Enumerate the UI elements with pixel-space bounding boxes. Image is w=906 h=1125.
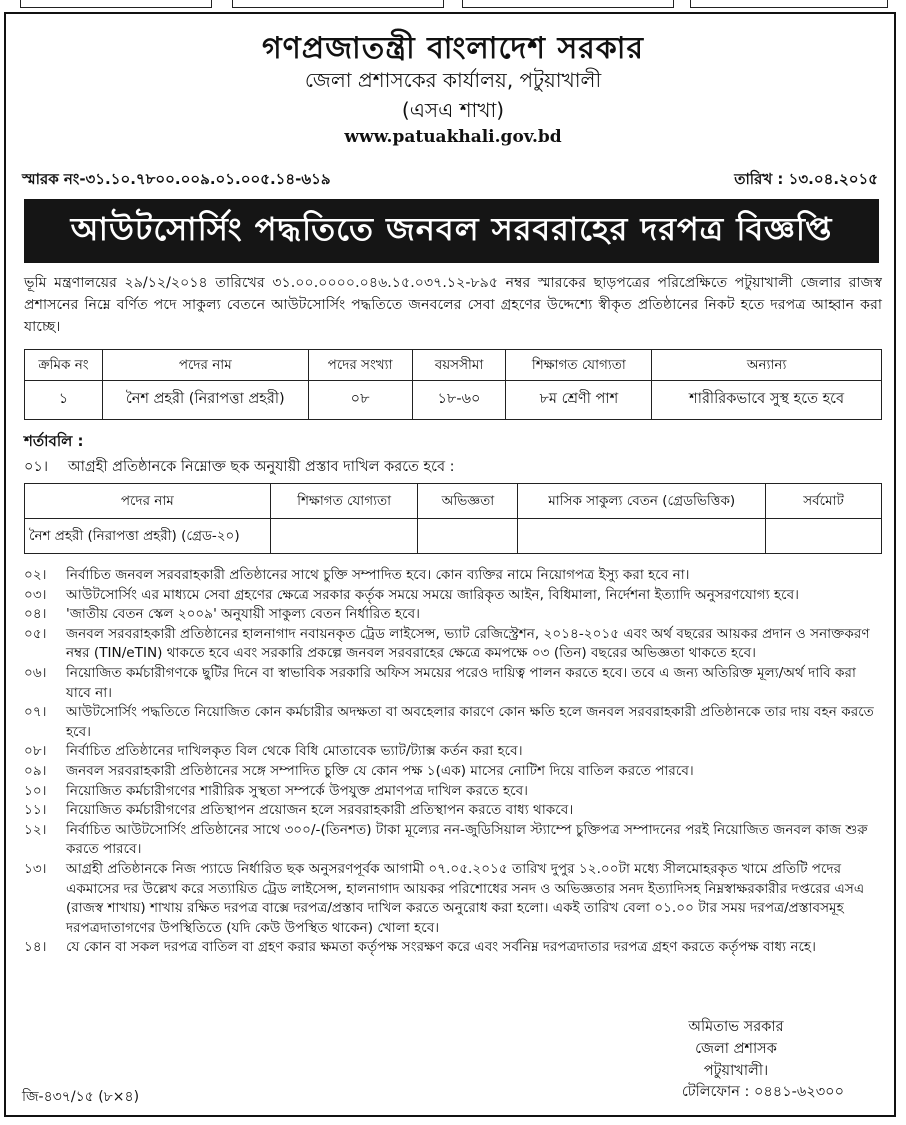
memo-date: তারিখ : ১৩.০৪.২০১৫: [734, 170, 878, 188]
list-item: [24, 938, 882, 958]
post-table-cell: নৈশ প্রহরী (নিরাপত্তা প্রহরী): [102, 381, 308, 420]
post-table-header: ক্রমিক নং: [25, 350, 103, 381]
list-item: [24, 801, 882, 821]
list-item: [24, 605, 882, 625]
proposal-table-header: মাসিক সাকুল্য বেতন (গ্রেডভিত্তিক): [518, 484, 766, 519]
post-table-cell: ১: [25, 381, 103, 420]
table-row: [25, 519, 882, 554]
proposal-table-header: পদের নাম: [25, 484, 271, 519]
top-edge-decoration: [0, 0, 906, 10]
list-item: [24, 703, 882, 742]
notice-banner: আউটসোর্সিং পদ্ধতিতে জনবল সরবরাহের দরপত্র বিজ্ঞপ্তি: [24, 199, 879, 263]
list-item: [24, 762, 882, 782]
clause-text: নিয়োজিত কর্মচারীগণের প্রতিস্থাপন প্রয়োজন হলে সরবরাহকারী প্রতিস্থাপন করতে বাধ্য থাকবে।: [66, 802, 574, 819]
clause-number: ০৫।: [24, 625, 47, 642]
clause-number: ০৮।: [24, 743, 47, 760]
list-item: [24, 586, 882, 606]
clause-number: ১০।: [24, 782, 47, 799]
intro-paragraph: ভূমি মন্ত্রণালয়ের ২৯/১২/২০১৪ তারিখের ৩১.০০.০০০০.০৪৬.১৫.০৩৭.১২-৮৯৫ নম্বর স্মারকের ছাড়পত্রের পরিপ্রেক্ষিতে পটুয়াখালী জেলার রাজস্ব প্রশাসনের নিম্নে বর্ণিত পদে সাকুল্য বেতনে আউটসোর্সিং পদ্ধতিতে জনবলের সেবা গ্রহণের উদ্দেশ্যে স্বীকৃত প্রতিষ্ঠানের নিকট হতে দরপত্র আহ্বান করা যাচ্ছে।: [24, 275, 882, 335]
proposal-table-header: সর্বমোট: [766, 484, 882, 519]
footer-reference: জি-৪৩৭/১৫ (৮×৪): [22, 1089, 140, 1105]
post-table-cell: ০৮: [308, 381, 412, 420]
clause-number: ১৪।: [24, 939, 47, 956]
clause-number: ১১।: [24, 802, 47, 819]
clause-number: ০৯।: [24, 762, 47, 779]
post-table-header: পদের সংখ্যা: [308, 350, 412, 381]
proposal-table-header: অভিজ্ঞতা: [418, 484, 518, 519]
clause-text: নির্বাচিত আউটসোর্সিং প্রতিষ্ঠানের সাথে ৩০০/-(তিনশত) টাকা মূল্যের নন-জুডিসিয়াল স্ট্যাম্পে চুক্তিপত্র সম্পাদনের পরই নিয়োজিত জনবল কাজ শুরু করতে পারবে।: [66, 821, 868, 858]
clause-number: ০৩।: [24, 586, 47, 603]
clause-text: আউটসোর্সিং এর মাধ্যমে সেবা গ্রহণের ক্ষেত্রে সরকার কর্তৃক সময়ে সময়ে জারিকৃত আইন, বিধিমালা, নির্দেশনা ইত্যাদি অনুসরণযোগ্য হবে।: [66, 586, 799, 603]
post-table-cell: ৮ম শ্রেণী পাশ: [506, 381, 652, 420]
clause-number: ০২।: [24, 567, 47, 583]
clause-number: ১২।: [24, 821, 47, 838]
proposal-table-cell: [418, 519, 518, 554]
post-table-header: বয়সসীমা: [412, 350, 506, 381]
list-item: [24, 664, 882, 703]
clause-text: আউটসোর্সিং পদ্ধতিতে নিয়োজিত কোন কর্মচারীর অদক্ষতা বা অবহেলার কারণে কোন ক্ষতি হলে জনবল সরবরাহকারী প্রতিষ্ঠানকে তার দায় বহন করতে হবে।: [66, 704, 874, 740]
clause-text: যে কোন বা সকল দরপত্র বাতিল বা গ্রহণ করার ক্ষমতা কর্তৃপক্ষ সংরক্ষণ করে এবং সর্বনিম্ন দরপত্রদাতার দরপত্র গ্রহণ করতে কর্তৃপক্ষ বাধ্য নহে।: [66, 939, 816, 956]
condition-text: আগ্রহী প্রতিষ্ঠানকে নিম্নোক্ত ছক অনুযায়ী প্রস্তাব দাখিল করতে হবে :: [68, 459, 455, 475]
clause-text: নির্বাচিত প্রতিষ্ঠানের দাখিলকৃত বিল থেকে বিধি মোতাবেক ভ্যাট/ট্যাক্স কর্তন করা হবে।: [66, 743, 523, 760]
post-table: [24, 349, 882, 420]
clause-number: ০৭।: [24, 704, 47, 721]
clause-text: জনবল সরবরাহকারী প্রতিষ্ঠানের সঙ্গে সম্পাদিত চুক্তি যে কোন পক্ষ ১(এক) মাসের নোটিশ দিয়ে বাতিল করতে পারবে।: [66, 762, 694, 779]
signatory-name: অমিতাভ সরকার: [688, 1019, 784, 1035]
condition-01: [24, 456, 455, 480]
clause-text: জনবল সরবরাহকারী প্রতিষ্ঠানের হালনাগাদ নবায়নকৃত ট্রেড লাইসেন্স, ভ্যাট রেজিস্ট্রেশন, ২০১৪-২০১৫ এবং অর্থ বছরের আয়কর প্রদান ও সনাক্তকরণ নম্বর (TIN/eTIN) থাকতে হবে এবং সরকারি প্রকল্পে জনবল সরবরাহের ক্ষেত্রে কমপক্ষে ০৩ (তিন) বছরের অভিজ্ঞতা থাকতে হবে।: [66, 625, 870, 662]
government-title: গণপ্রজাতন্ত্রী বাংলাদেশ সরকার: [262, 31, 644, 66]
post-table-cell: ১৮-৬০: [412, 381, 506, 420]
proposal-table-cell: [518, 519, 766, 554]
proposal-table-cell: নৈশ প্রহরী (নিরাপত্তা প্রহরী) (গ্রেড-২০): [25, 519, 271, 554]
clause-number: ০৪।: [24, 606, 47, 623]
signature-block: [636, 1016, 836, 1082]
post-table-cell: শারীরিকভাবে সুস্থ হতে হবে: [652, 381, 882, 420]
signatory-place: পটুয়াখালী।: [703, 1063, 769, 1079]
clause-text: আগ্রহী প্রতিষ্ঠানকে নিজ প্যাডে নির্ধারিত ছক অনুসরণপূর্বক আগামী ০৭.০৫.২০১৫ তারিখ দুপুর ১২.০০টা মধ্যে সীলমোহরকৃত খামে প্রতিটি পদের একমাসের দর উল্লেখ করে সত্যায়িত ট্রেড লাইসেন্স, হালনাগাদ আয়কর পরিশোধের সনদ ও অভিজ্ঞতার সনদ ইত্যাদিসহ নিম্নস্বাক্ষরকারীর দপ্তরের এসএ (রাজস্ব শাখায়) শাখায় রক্ষিত দরপত্র বাক্সে দরপত্র/প্রস্তাব দাখিল করতে অনুরোধ করা হলো। একই তারিখ বেলা ০১.০০ টার সময় দরপত্র/প্রস্তাবসমূহ দরপত্রদাতাগণের উপস্থিতিতে (যদি কেউ উপস্থিত থাকেন) খোলা হবে।: [66, 860, 865, 936]
clause-number: ০৬।: [24, 664, 47, 681]
table-row: [25, 381, 882, 420]
list-item: [24, 625, 882, 664]
conditions-list: [24, 566, 882, 958]
proposal-table-header-row: [25, 484, 882, 519]
post-table-header: পদের নাম: [102, 350, 308, 381]
post-table-header: শিক্ষাগত যোগ্যতা: [506, 350, 652, 381]
section-name: (এসএ শাখা): [401, 98, 505, 122]
list-item: [24, 566, 882, 586]
post-table-header: অন্যান্য: [652, 350, 882, 381]
clause-text: 'জাতীয় বেতন স্কেল ২০০৯' অনুযায়ী সাকুল্য বেতন নির্ধারিত হবে।: [66, 606, 421, 623]
clause-text: নিয়োজিত কর্মচারীগণের শারীরিক সুস্থতা সম্পর্কে উপযুক্ত প্রমাণপত্র দাখিল করতে হবে।: [66, 782, 529, 799]
proposal-table-cell: [766, 519, 882, 554]
post-table-header-row: [25, 350, 882, 381]
list-item: [24, 821, 882, 860]
conditions-heading: শর্তাবলি :: [24, 432, 84, 450]
office-name: জেলা প্রশাসকের কার্যালয়, পটুয়াখালী: [304, 68, 602, 92]
list-item: [24, 860, 882, 938]
proposal-table: [24, 483, 882, 554]
condition-number: ০১।: [24, 459, 49, 475]
list-item: [24, 742, 882, 762]
proposal-table-header: শিক্ষাগত যোগ্যতা: [270, 484, 418, 519]
clause-text: নিয়োজিত কর্মচারীগণকে ছুটির দিনে বা স্বাভাবিক সরকারি অফিস সময়ের পরেও দায়িত্ব পালন করতে হবে। তবে এ জন্য অতিরিক্ত মূল্য/অর্থ দাবি করা যাবে না।: [66, 664, 856, 701]
clause-text: নির্বাচিত জনবল সরবরাহকারী প্রতিষ্ঠানের সাথে চুক্তি সম্পাদিত হবে। কোন ব্যক্তির নামে নিয়োগপত্র ইস্যু করা হবে না।: [66, 567, 690, 583]
memo-number: স্মারক নং-৩১.১০.৭৮০০.০০৯.০১.০০৫.১৪-৬১৯: [22, 170, 331, 188]
signatory-designation: জেলা প্রশাসক: [695, 1041, 777, 1057]
website-link[interactable]: www.patuakhali.gov.bd: [344, 127, 562, 147]
list-item: [24, 782, 882, 802]
telephone: টেলিফোন : ০৪৪১-৬২৩০০: [681, 1084, 844, 1100]
proposal-table-cell: [270, 519, 418, 554]
clause-number: ১৩।: [24, 860, 47, 877]
